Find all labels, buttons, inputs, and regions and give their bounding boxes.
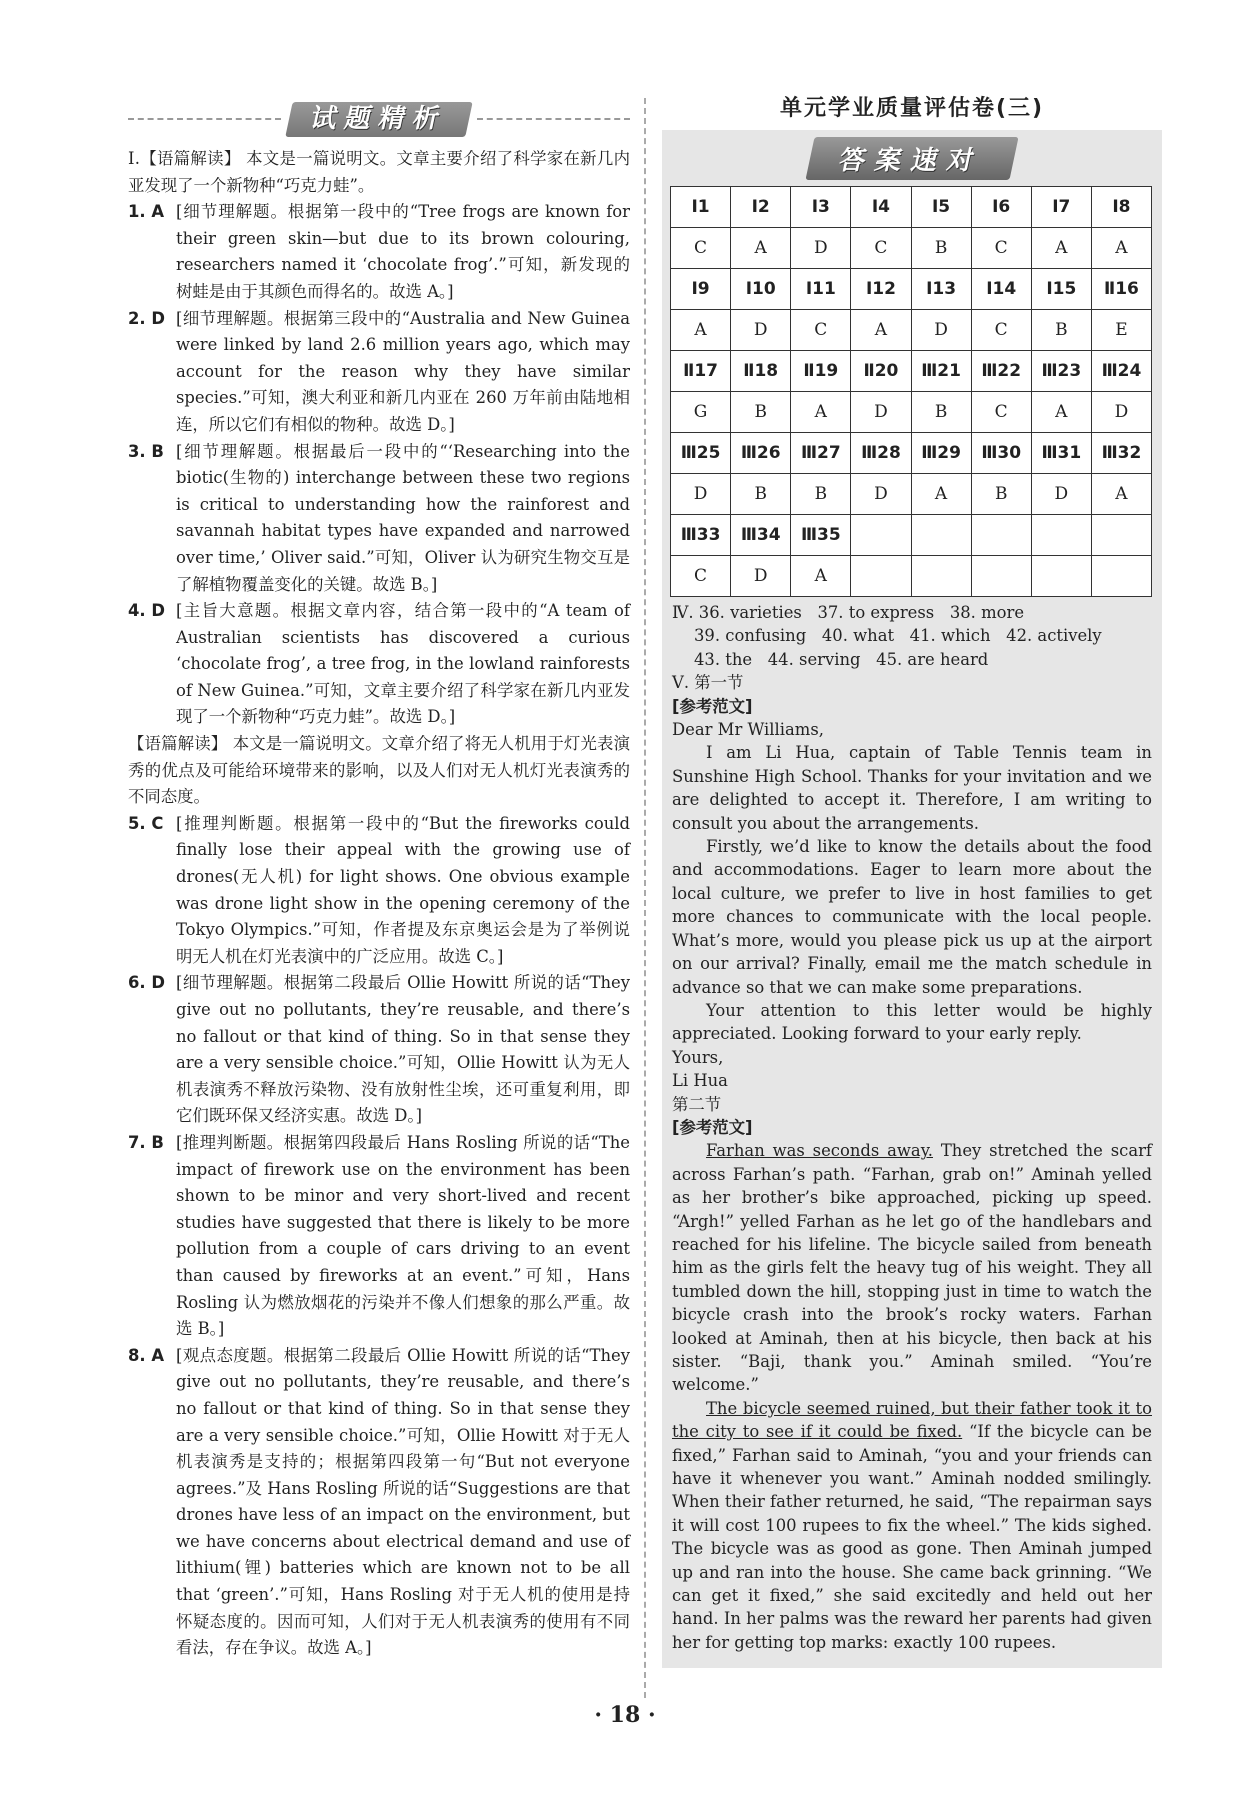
answer-cell: C: [971, 392, 1031, 433]
story-paragraph-1: [672, 1139, 1152, 1396]
analysis-banner: [128, 98, 630, 140]
analysis-banner-title: 试题精析: [285, 102, 472, 137]
item-number: 5. C: [128, 813, 164, 833]
question-number-cell: Ⅲ23: [1031, 351, 1091, 392]
letter-paragraph-1: I am Li Hua, captain of Table Tennis team in Sunshine High School. Thanks for your invitation and we are delighted to accept it. Therefore, I am writing to consult you about the arrangements.: [672, 743, 1152, 833]
question-number-cell: Ⅲ25: [671, 433, 731, 474]
question-number-cell: Ⅱ19: [791, 351, 851, 392]
answer-table-header-row: [671, 187, 1152, 228]
reference-label-1: [参考范文]: [672, 696, 753, 716]
answer-cell: D: [731, 556, 791, 597]
answer-cell: [911, 556, 971, 597]
question-number-cell: Ⅱ17: [671, 351, 731, 392]
question-number-cell: Ⅲ34: [731, 515, 791, 556]
answer-box: [662, 130, 1162, 1668]
question-number-cell: Ⅰ7: [1031, 187, 1091, 228]
question-number-cell: Ⅱ18: [731, 351, 791, 392]
question-number-cell: Ⅱ20: [851, 351, 911, 392]
answer-cell: D: [851, 392, 911, 433]
question-number-cell: [851, 515, 911, 556]
question-number-cell: Ⅰ11: [791, 269, 851, 310]
writing-section-2-heading: 第二节: [672, 1094, 722, 1114]
item-number: 7. B: [128, 1132, 164, 1152]
reference-label-2: [参考范文]: [672, 1117, 753, 1137]
question-number-cell: Ⅲ29: [911, 433, 971, 474]
item-explanation: [观点态度题。根据第二段最后 Ollie Howitt 所说的话“They give out no pollutants, they’re reusable, and there’s no fallout or that kind of thing. So in that sense they are a very sensible choice.”可知，Ollie Howitt 对于无人机表演秀是支持的；根据第四段第一句“But not everyone agrees.”及 Hans Rosling 所说的话“Suggestions are that drones have less of an impact on the environment, but we have concerns about electrical demand and use of lithium(锂) batteries which are known not to be all that ‘green’.”可知，Hans Rosling 对于无人机的使用是持怀疑态度的。因而可知，人们对于无人机表演秀的使用有不同看法，存在争议。故选 A。]: [176, 1345, 630, 1658]
answer-cell: A: [1091, 228, 1151, 269]
answer-item-7: [128, 1130, 630, 1343]
question-number-cell: Ⅲ21: [911, 351, 971, 392]
answer-table-answer-row: [671, 474, 1152, 515]
answer-table-header-row: [671, 351, 1152, 392]
quick-answer-banner-title: 答案速对: [805, 137, 1018, 180]
answer-item-1: [128, 199, 630, 305]
question-number-cell: Ⅲ22: [971, 351, 1031, 392]
question-number-cell: Ⅰ14: [971, 269, 1031, 310]
answer-cell: A: [731, 228, 791, 269]
letter-paragraph-2: Firstly, we’d like to know the details about the food and accommodations. Eager to learn more about the local culture, we prefer to live in host families to get more chances to communicate with the local people. What’s more, would you please pick us up at the airport on our arrival? Finally, email me the match schedule in advance so that we can make some preparations.: [672, 837, 1152, 997]
question-number-cell: Ⅲ28: [851, 433, 911, 474]
question-number-cell: [1031, 515, 1091, 556]
question-number-cell: Ⅰ5: [911, 187, 971, 228]
answer-item-3: [128, 439, 630, 599]
item-number: 3. B: [128, 441, 164, 461]
question-number-cell: Ⅲ35: [791, 515, 851, 556]
answer-cell: A: [671, 310, 731, 351]
answer-cell: D: [791, 228, 851, 269]
item-number: 8. A: [128, 1345, 165, 1365]
answer-cell: A: [791, 392, 851, 433]
answer-cell: A: [1031, 392, 1091, 433]
question-number-cell: Ⅰ1: [671, 187, 731, 228]
fill-in-answers-line-3: 43. the 44. serving 45. are heard: [694, 649, 989, 669]
question-number-cell: Ⅰ2: [731, 187, 791, 228]
answer-cell: B: [911, 392, 971, 433]
question-number-cell: Ⅲ30: [971, 433, 1031, 474]
story-paragraph-2-opening: The bicycle seemed ruined, but their father took it to the city to see if it could be fixed.: [672, 1398, 1152, 1442]
answer-cell: B: [911, 228, 971, 269]
answer-table-answer-row: [671, 228, 1152, 269]
answer-table-answer-row: [671, 392, 1152, 433]
answer-item-6: [128, 970, 630, 1130]
fill-in-answers-line-1: Ⅳ. 36. varieties 37. to express 38. more: [672, 603, 1025, 622]
question-number-cell: Ⅰ15: [1031, 269, 1091, 310]
answer-cell: C: [851, 228, 911, 269]
question-number-cell: Ⅰ8: [1091, 187, 1151, 228]
answer-table-answer-row: [671, 556, 1152, 597]
banner-line-right: [477, 118, 630, 120]
answer-cell: B: [791, 474, 851, 515]
answer-cell: C: [671, 556, 731, 597]
answer-cell: D: [911, 310, 971, 351]
answer-cell: D: [731, 310, 791, 351]
column-divider: [644, 98, 646, 1698]
answer-cell: C: [971, 228, 1031, 269]
answer-item-5: [128, 811, 630, 971]
item-number: 6. D: [128, 973, 165, 993]
answer-cell: A: [1031, 228, 1091, 269]
right-column: [662, 92, 1162, 1668]
question-number-cell: [971, 515, 1031, 556]
answer-cell: A: [911, 474, 971, 515]
item-explanation: [细节理解题。根据第三段中的“Australia and New Guinea were linked by land 2.6 million years ago, which may account for the reason why they have similar species.”可知，澳大利亚和新几内亚在 260 万年前由陆地相连，所以它们有相似的物种。故选 D。]: [176, 308, 630, 434]
answer-cell: [1031, 556, 1091, 597]
question-number-cell: Ⅰ6: [971, 187, 1031, 228]
story-paragraph-1-opening: Farhan was seconds away.: [706, 1141, 933, 1161]
item-explanation: [推理判断题。根据第四段最后 Hans Rosling 所说的话“The impact of firework use on the environment has been shown to be minor and very short-lived and recent studies have suggested that there is likely to be more pollution from a couple of cars driving to an event than caused by fireworks at an event.”可知，Hans Rosling 认为燃放烟花的污染并不像人们想象的那么严重。故选 B。]: [176, 1132, 630, 1339]
answer-table-header-row: [671, 269, 1152, 310]
question-number-cell: Ⅰ3: [791, 187, 851, 228]
assessment-title: 单元学业质量评估卷(三): [779, 96, 1045, 121]
answer-cell: B: [731, 392, 791, 433]
item-explanation: [主旨大意题。根据文章内容，结合第一段中的“A team of Australian scientists has discovered a curious ‘chocolate frog’, a tree frog, in the lowland rainforests of New Guinea.”可知，文章主要介绍了科学家在新几内亚发现了一个新物种“巧克力蛙”。故选 D。]: [176, 601, 630, 727]
question-number-cell: Ⅰ13: [911, 269, 971, 310]
answer-cell: [1091, 556, 1151, 597]
answer-cell: D: [671, 474, 731, 515]
answer-cell: [971, 556, 1031, 597]
question-number-cell: Ⅲ27: [791, 433, 851, 474]
answer-cell: D: [1031, 474, 1091, 515]
story-paragraph-2: [672, 1397, 1152, 1654]
answer-cell: A: [851, 310, 911, 351]
fill-in-answers-line-2: 39. confusing 40. what 41. which 42. actively: [694, 626, 1102, 646]
writing-section-1-heading: Ⅴ. 第一节: [672, 673, 744, 693]
passage-intro-2: 【语篇解读】 本文是一篇说明文。文章介绍了将无人机用于灯光表演秀的优点及可能给环境带来的影响，以及人们对无人机灯光表演秀的不同态度。: [128, 734, 630, 807]
answer-cell: A: [1091, 474, 1151, 515]
question-number-cell: Ⅰ4: [851, 187, 911, 228]
answer-cell: B: [731, 474, 791, 515]
question-number-cell: Ⅰ10: [731, 269, 791, 310]
question-number-cell: Ⅲ32: [1091, 433, 1151, 474]
item-explanation: [细节理解题。根据第二段最后 Ollie Howitt 所说的话“They give out no pollutants, they’re reusable, and there’s no fallout or that kind of thing. So in that sense they are a very sensible choice.”可知，Ollie Howitt 认为无人机表演秀不释放污染物、没有放射性尘埃，还可重复利用，即它们既环保又经济实惠。故选 D。]: [176, 973, 630, 1126]
question-number-cell: [911, 515, 971, 556]
letter-closing: Yours,: [672, 1047, 724, 1067]
question-number-cell: Ⅰ12: [851, 269, 911, 310]
item-number: 2. D: [128, 308, 165, 328]
answer-cell: A: [791, 556, 851, 597]
answer-cell: C: [671, 228, 731, 269]
answer-cell: B: [1031, 310, 1091, 351]
left-column: [128, 98, 630, 1662]
question-number-cell: Ⅱ16: [1091, 269, 1151, 310]
answer-cell: B: [971, 474, 1031, 515]
story-paragraph-2-body: “If the bicycle can be fixed,” Farhan said to Aminah, “you and your friends can have it whenever you want.” Aminah nodded smilingly. When their father returned, he said, “The repairman says it will cost 100 rupees to fix the wheel.” The kids sighed. The bicycle was as good as gone. Then Aminah jumped up and ran into the house. She came back grinning. “We can get it fixed,” she said excitedly and held out her hand. In her palms was the reward her parents had given her for getting top marks: exactly 100 rupees.: [672, 1422, 1152, 1652]
answer-cell: E: [1091, 310, 1151, 351]
letter-signature: Li Hua: [672, 1071, 728, 1091]
answer-table-header-row: [671, 433, 1152, 474]
item-explanation: [细节理解题。根据第一段中的“Tree frogs are known for their green skin—but due to its brown colouring, researchers named it ‘chocolate frog’.”可知，新发现的树蛙是由于其颜色而得名的。故选 A。]: [176, 202, 630, 301]
item-explanation: [推理判断题。根据第一段中的“But the fireworks could finally lose their appeal with the growing use of drones(无人机) for light shows. One obvious example was drone light show in the opening ceremony of the Tokyo Olympics.”可知，作者提及东京奥运会是为了举例说明无人机在灯光表演中的广泛应用。故选 C。]: [176, 813, 630, 966]
answer-item-2: [128, 306, 630, 439]
item-number: 4. D: [128, 601, 165, 621]
answer-table-header-row: [671, 515, 1152, 556]
answer-cell: D: [1091, 392, 1151, 433]
quick-answer-banner: [672, 138, 1152, 178]
question-number-cell: Ⅲ31: [1031, 433, 1091, 474]
banner-line-left: [128, 118, 281, 120]
answer-cell: C: [791, 310, 851, 351]
letter-paragraph-3: Your attention to this letter would be highly appreciated. Looking forward to your early reply.: [672, 1000, 1152, 1044]
answer-cell: D: [851, 474, 911, 515]
answer-cell: G: [671, 392, 731, 433]
answer-item-8: [128, 1343, 630, 1662]
answer-cell: C: [971, 310, 1031, 351]
item-number: 1. A: [128, 202, 165, 222]
answer-cell: [851, 556, 911, 597]
story-paragraph-1-body: They stretched the scarf across Farhan’s path. “Farhan, grab on!” Aminah yelled as her brother’s bike approached, picking up speed. “Argh!” yelled Farhan as he let go of the handlebars and reached for his lifeline. The bicycle sailed from beneath him as the girls felt the heavy tug of his weight. They all tumbled down the hill, stopping just in time to watch the bicycle crash into the brook’s rocky waters. Farhan looked at Aminah, then at his bicycle, then back at his sister. “Baji, thank you.” Aminah smiled. “You’re welcome.”: [672, 1141, 1152, 1395]
passage-intro-1: Ⅰ.【语篇解读】 本文是一篇说明文。文章主要介绍了科学家在新几内亚发现了一个新物种“巧克力蛙”。: [128, 149, 630, 195]
question-number-cell: Ⅲ33: [671, 515, 731, 556]
question-number-cell: Ⅰ9: [671, 269, 731, 310]
item-explanation: [细节理解题。根据最后一段中的“‘Researching into the biotic(生物的) interchange between these two regions is critical to understanding how the rainforest and savannah habitat types have expanded and narrowed over time,’ Oliver said.”可知，Oliver 认为研究生物交互是了解植物覆盖变化的关键。故选 B。]: [176, 441, 630, 594]
question-number-cell: Ⅲ26: [731, 433, 791, 474]
answer-table-answer-row: [671, 310, 1152, 351]
page-number: · 18 ·: [594, 1702, 656, 1728]
answer-table: [670, 186, 1152, 597]
answer-item-4: [128, 598, 630, 731]
answer-text: [672, 601, 1152, 1654]
question-number-cell: [1091, 515, 1151, 556]
question-number-cell: Ⅲ24: [1091, 351, 1151, 392]
letter-salutation: Dear Mr Williams,: [672, 720, 824, 740]
